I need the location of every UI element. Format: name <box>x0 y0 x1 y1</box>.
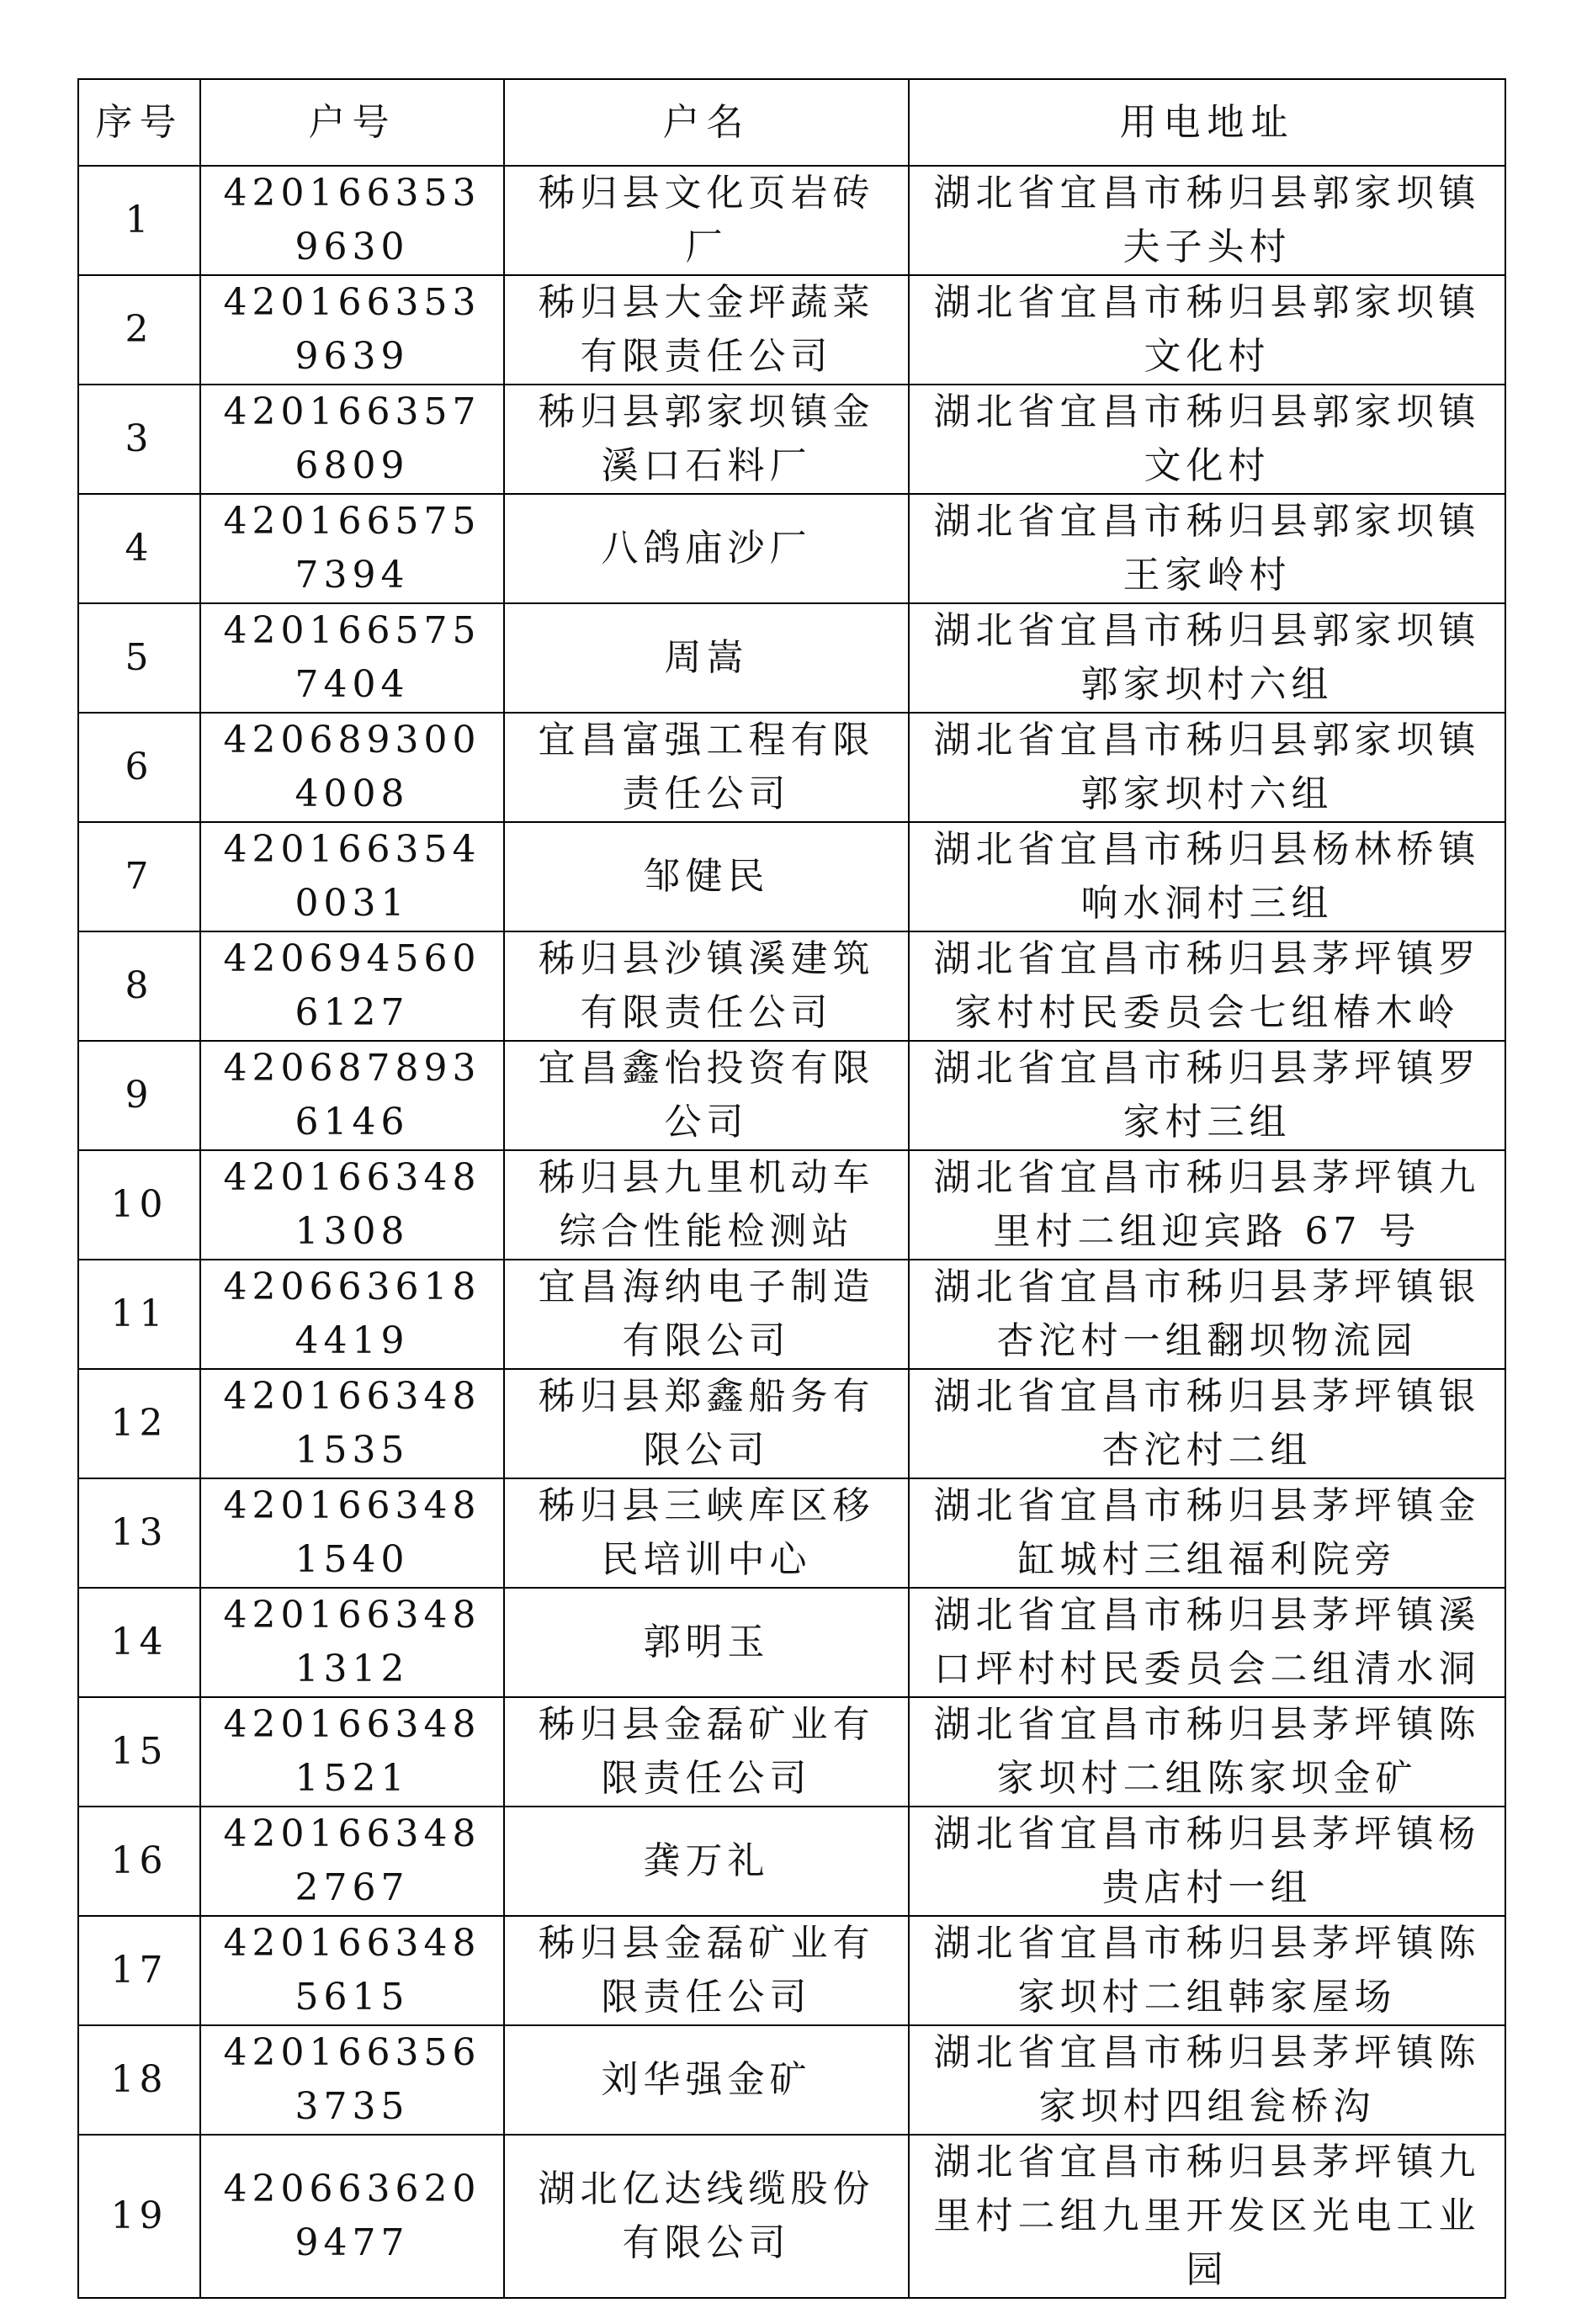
table-row <box>78 275 1505 385</box>
cell-account-name: 刘华强金矿 <box>504 2025 909 2135</box>
table-row <box>78 1697 1505 1807</box>
cell-account-number: 4201663539639 <box>200 275 504 385</box>
table-row <box>78 1260 1505 1369</box>
table-row <box>78 166 1505 275</box>
table-row <box>78 385 1505 494</box>
cell-account-name: 秭归县大金坪蔬菜有限责任公司 <box>504 275 909 385</box>
cell-account-name: 秭归县金磊矿业有限责任公司 <box>504 1697 909 1807</box>
cell-seq: 2 <box>78 275 200 385</box>
cell-account-number: 4201663576809 <box>200 385 504 494</box>
cell-account-name: 秭归县郑鑫船务有限公司 <box>504 1369 909 1478</box>
cell-address: 湖北省宜昌市秭归县郭家坝镇文化村 <box>909 275 1505 385</box>
cell-account-number: 4206945606127 <box>200 931 504 1041</box>
cell-seq: 9 <box>78 1041 200 1150</box>
cell-account-name: 秭归县文化页岩砖厂 <box>504 166 909 275</box>
cell-account-name: 邹健民 <box>504 822 909 931</box>
cell-seq: 3 <box>78 385 200 494</box>
table-row <box>78 1369 1505 1478</box>
cell-account-name: 宜昌鑫怡投资有限公司 <box>504 1041 909 1150</box>
cell-account-name: 湖北亿达线缆股份有限公司 <box>504 2135 909 2298</box>
cell-account-name: 宜昌海纳电子制造有限公司 <box>504 1260 909 1369</box>
cell-account-number: 4201663539630 <box>200 166 504 275</box>
cell-account-number: 4201663481540 <box>200 1478 504 1588</box>
cell-seq: 14 <box>78 1588 200 1697</box>
cell-seq: 19 <box>78 2135 200 2298</box>
table-row <box>78 1916 1505 2025</box>
cell-address: 湖北省宜昌市秭归县茅坪镇溪口坪村村民委员会二组清水洞 <box>909 1588 1505 1697</box>
cell-address: 湖北省宜昌市秭归县茅坪镇九里村二组迎宾路 67 号 <box>909 1150 1505 1260</box>
cell-account-name: 秭归县金磊矿业有限责任公司 <box>504 1916 909 2025</box>
cell-address: 湖北省宜昌市秭归县杨林桥镇响水洞村三组 <box>909 822 1505 931</box>
table-row <box>78 494 1505 603</box>
table-row <box>78 1588 1505 1697</box>
table-row <box>78 2135 1505 2298</box>
cell-address: 湖北省宜昌市秭归县茅坪镇杨贵店村一组 <box>909 1807 1505 1916</box>
cell-account-number: 4201663563735 <box>200 2025 504 2135</box>
cell-seq: 12 <box>78 1369 200 1478</box>
electricity-account-table <box>77 78 1506 2299</box>
cell-seq: 4 <box>78 494 200 603</box>
cell-account-number: 4201665757404 <box>200 603 504 713</box>
cell-seq: 16 <box>78 1807 200 1916</box>
cell-address: 湖北省宜昌市秭归县茅坪镇银杏沱村一组翻坝物流园 <box>909 1260 1505 1369</box>
cell-seq: 15 <box>78 1697 200 1807</box>
cell-address: 湖北省宜昌市秭归县茅坪镇陈家坝村二组韩家屋场 <box>909 1916 1505 2025</box>
cell-seq: 17 <box>78 1916 200 2025</box>
cell-seq: 6 <box>78 713 200 822</box>
table-header-row <box>78 79 1505 166</box>
table-row <box>78 1150 1505 1260</box>
cell-address: 湖北省宜昌市秭归县郭家坝镇郭家坝村六组 <box>909 603 1505 713</box>
cell-account-number: 4206636184419 <box>200 1260 504 1369</box>
cell-address: 湖北省宜昌市秭归县郭家坝镇文化村 <box>909 385 1505 494</box>
cell-account-number: 4206878936146 <box>200 1041 504 1150</box>
header-account-number: 户号 <box>200 79 504 166</box>
cell-address: 湖北省宜昌市秭归县茅坪镇银杏沱村二组 <box>909 1369 1505 1478</box>
cell-seq: 18 <box>78 2025 200 2135</box>
table-row <box>78 2025 1505 2135</box>
cell-account-number: 4206893004008 <box>200 713 504 822</box>
cell-seq: 13 <box>78 1478 200 1588</box>
cell-address: 湖北省宜昌市秭归县茅坪镇罗家村村民委员会七组椿木岭 <box>909 931 1505 1041</box>
cell-account-name: 郭明玉 <box>504 1588 909 1697</box>
cell-seq: 8 <box>78 931 200 1041</box>
cell-account-number: 4201663481521 <box>200 1697 504 1807</box>
cell-address: 湖北省宜昌市秭归县郭家坝镇王家岭村 <box>909 494 1505 603</box>
cell-account-name: 宜昌富强工程有限责任公司 <box>504 713 909 822</box>
table-row <box>78 1807 1505 1916</box>
cell-account-name: 秭归县沙镇溪建筑有限责任公司 <box>504 931 909 1041</box>
cell-seq: 1 <box>78 166 200 275</box>
cell-account-name: 秭归县郭家坝镇金溪口石料厂 <box>504 385 909 494</box>
cell-address: 湖北省宜昌市秭归县茅坪镇金缸城村三组福利院旁 <box>909 1478 1505 1588</box>
cell-account-name: 周嵩 <box>504 603 909 713</box>
cell-account-name: 八鸽庙沙厂 <box>504 494 909 603</box>
cell-seq: 5 <box>78 603 200 713</box>
cell-account-number: 4201663481312 <box>200 1588 504 1697</box>
header-address: 用电地址 <box>909 79 1505 166</box>
header-account-name: 户名 <box>504 79 909 166</box>
cell-seq: 10 <box>78 1150 200 1260</box>
cell-address: 湖北省宜昌市秭归县茅坪镇陈家坝村四组瓮桥沟 <box>909 2025 1505 2135</box>
cell-account-number: 4201665757394 <box>200 494 504 603</box>
header-seq: 序号 <box>78 79 200 166</box>
cell-account-number: 4201663481308 <box>200 1150 504 1260</box>
cell-account-number: 4206636209477 <box>200 2135 504 2298</box>
table-row <box>78 713 1505 822</box>
cell-account-name: 秭归县九里机动车综合性能检测站 <box>504 1150 909 1260</box>
account-table-container <box>77 78 1505 2299</box>
cell-address: 湖北省宜昌市秭归县郭家坝镇夫子头村 <box>909 166 1505 275</box>
cell-address: 湖北省宜昌市秭归县茅坪镇陈家坝村二组陈家坝金矿 <box>909 1697 1505 1807</box>
cell-account-number: 4201663481535 <box>200 1369 504 1478</box>
cell-account-name: 秭归县三峡库区移民培训中心 <box>504 1478 909 1588</box>
cell-account-number: 4201663540031 <box>200 822 504 931</box>
table-row <box>78 822 1505 931</box>
cell-address: 湖北省宜昌市秭归县茅坪镇罗家村三组 <box>909 1041 1505 1150</box>
table-row <box>78 1041 1505 1150</box>
cell-account-name: 龚万礼 <box>504 1807 909 1916</box>
cell-seq: 11 <box>78 1260 200 1369</box>
cell-address: 湖北省宜昌市秭归县茅坪镇九里村二组九里开发区光电工业园 <box>909 2135 1505 2298</box>
table-row <box>78 931 1505 1041</box>
table-row <box>78 1478 1505 1588</box>
cell-seq: 7 <box>78 822 200 931</box>
cell-address: 湖北省宜昌市秭归县郭家坝镇郭家坝村六组 <box>909 713 1505 822</box>
cell-account-number: 4201663485615 <box>200 1916 504 2025</box>
cell-account-number: 4201663482767 <box>200 1807 504 1916</box>
table-row <box>78 603 1505 713</box>
